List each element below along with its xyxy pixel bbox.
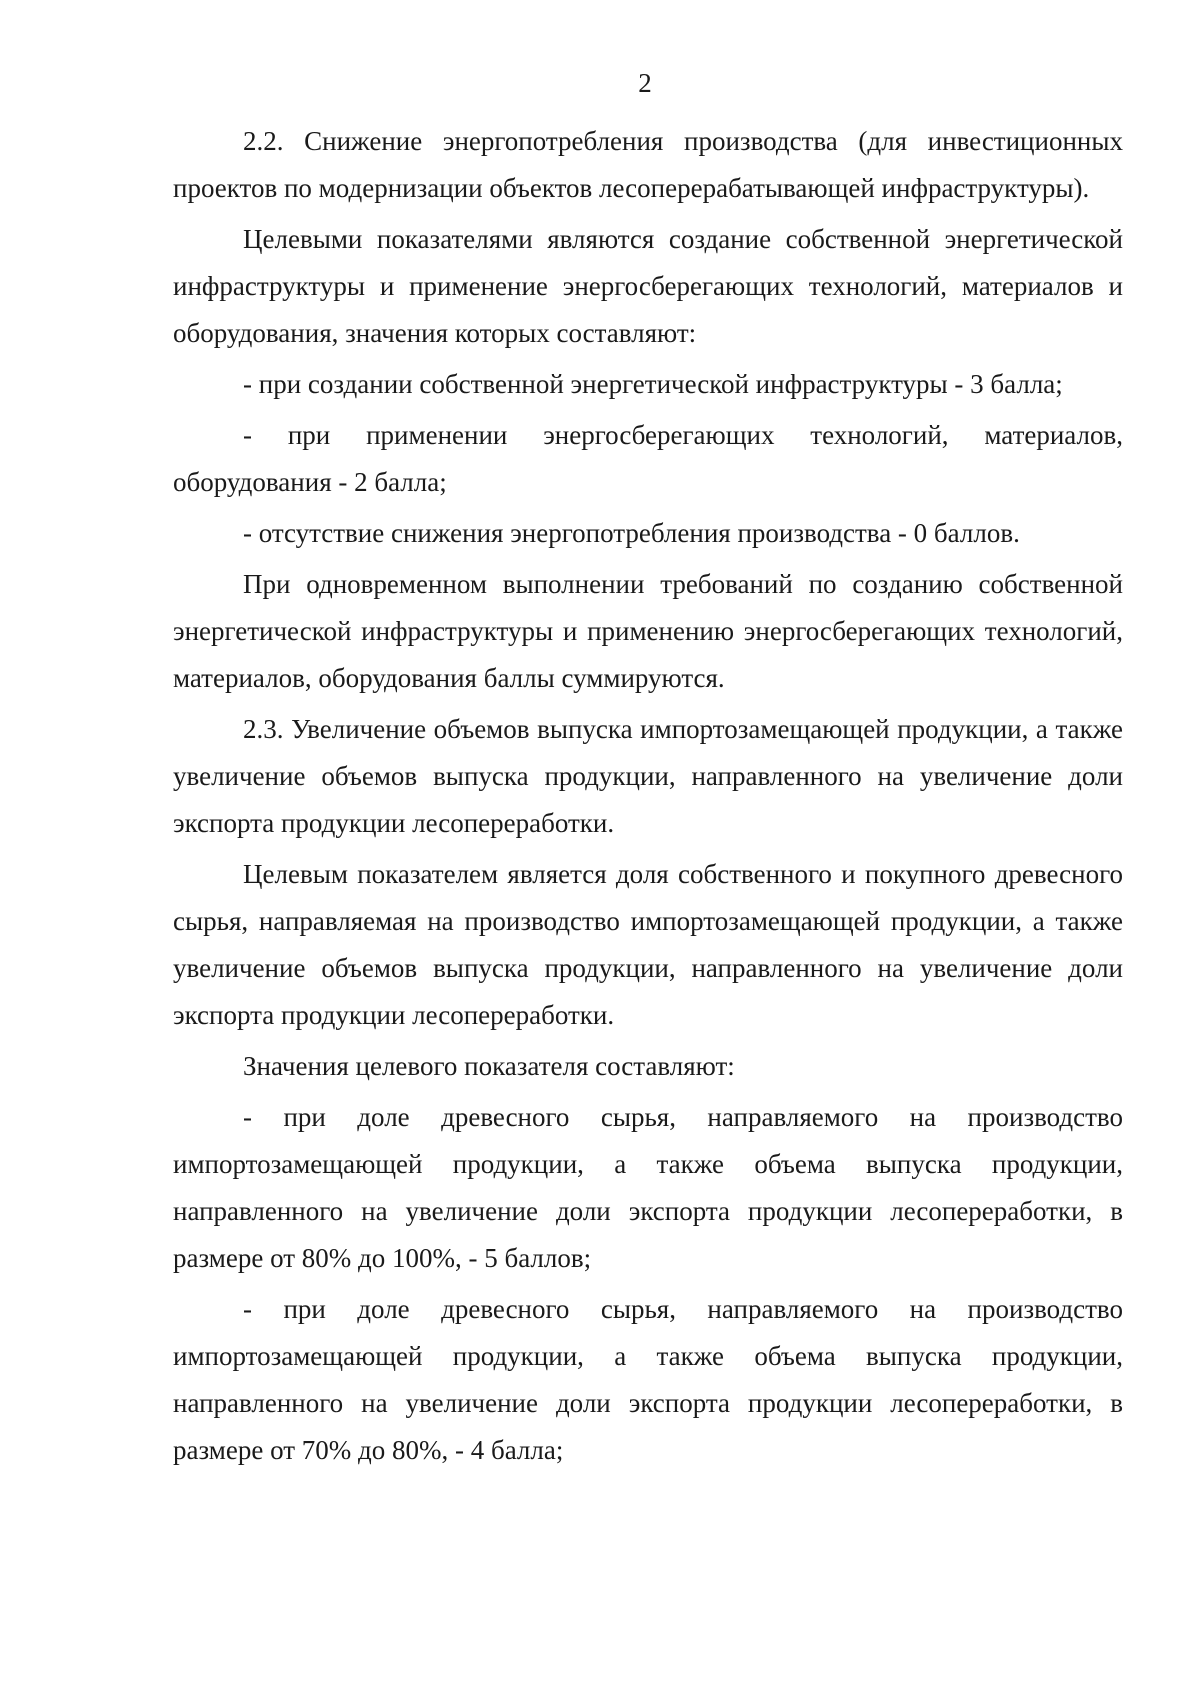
target-indicator-paragraph: Целевым показателем является доля собственного и покупного древесного сырья, направляемая на производство импортозамещающей продукции, а также увеличение объемов выпуска продукции, направленного на увеличение доли экспорта продукции лесопереработки. — [173, 859, 1123, 1030]
list-item-70-80-percent: - при доле древесного сырья, направляемого на производство импортозамещающей продукции, а также объема выпуска продукции, направленного на увеличение доли экспорта продукции лесопереработки, в размере от 70% до 80%, - 4 балла; — [173, 1294, 1123, 1465]
list-item-80-100-percent: - при доле древесного сырья, направляемого на производство импортозамещающей продукции, а также объема выпуска продукции, направленного на увеличение доли экспорта продукции лесопереработки, в размере от 80% до 100%, - 5 баллов; — [173, 1102, 1123, 1273]
list-item-energy-saving: - при применении энергосберегающих технологий, материалов, оборудования - 2 балла; — [173, 420, 1123, 497]
section-2-2-heading: 2.2. Снижение энергопотребления производства (для инвестиционных проектов по модернизации объектов лесоперерабатывающей инфраструктуры). — [173, 126, 1123, 203]
indicator-values-intro: Значения целевого показателя составляют: — [243, 1051, 735, 1081]
list-item-own-infrastructure: - при создании собственной энергетической инфраструктуры - 3 балла; — [243, 369, 1063, 399]
document-body — [173, 118, 1123, 1478]
page-number: 2 — [638, 68, 652, 98]
target-indicators-paragraph: Целевыми показателями являются создание собственной энергетической инфраструктуры и применение энергосберегающих технологий, материалов и оборудования, значения которых составляют: — [173, 224, 1123, 348]
combined-requirements-paragraph: При одновременном выполнении требований по созданию собственной энергетической инфраструктуры и применению энергосберегающих технологий, материалов, оборудования баллы суммируются. — [173, 569, 1123, 693]
section-2-3-heading: 2.3. Увеличение объемов выпуска импортозамещающей продукции, а также увеличение объемов выпуска продукции, направленного на увеличение доли экспорта продукции лесопереработки. — [173, 714, 1123, 838]
list-item-no-reduction: - отсутствие снижения энергопотребления производства - 0 баллов. — [243, 518, 1020, 548]
